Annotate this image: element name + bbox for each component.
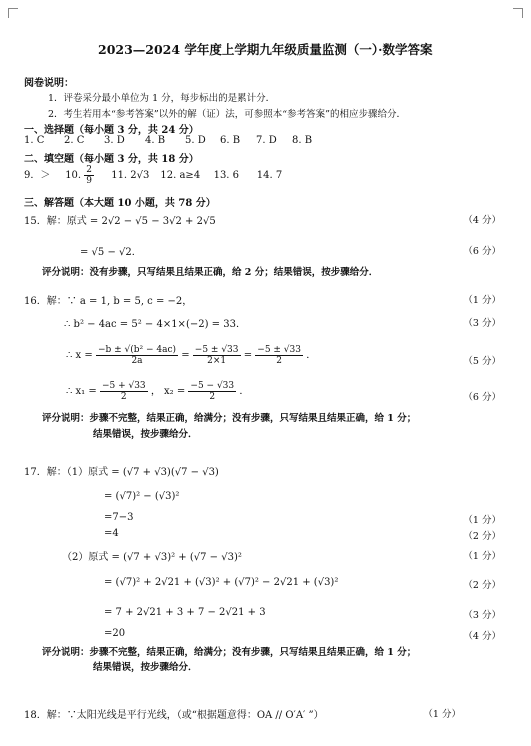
answer-12: 12. a≥4 [160, 170, 201, 181]
section2-answers [24, 165, 282, 186]
equals-sign: = [243, 350, 253, 361]
q16-result-fraction [255, 345, 303, 366]
q17-line-3: =7−3 [104, 512, 134, 523]
q17-score-5: （1 分） [463, 551, 501, 562]
q16-line-4-mid: ， x₂ = [150, 386, 186, 397]
q16-eval-note-2: 结果错误，按步骤给分． [93, 429, 198, 440]
fraction-denominator: 9 [86, 176, 93, 186]
q17-line-2: = (√7)² − (√3)² [104, 491, 180, 502]
answer-6: 6. B [220, 135, 241, 146]
q17-score-3: （1 分） [463, 515, 501, 526]
q16-x2-fraction [188, 381, 236, 402]
q16-line-4 [66, 381, 249, 402]
answer-2: 2. C [64, 135, 85, 146]
answer-13: 13. 6 [213, 170, 240, 181]
q16-line-4-prefix: ∴ x₁ = [66, 386, 97, 397]
q17-eval-note-1: 评分说明：步骤不完整，结果正确，给满分；没有步骤，只写结果且结果正确，给 1 分； [42, 647, 417, 658]
q17-score-6: （2 分） [463, 580, 501, 591]
q18-line-1: 18．解：∵太阳光线是平行光线，（或“根据题意得：OA // O′A′ ”） [24, 710, 324, 721]
q17-line-1: 17．解：（1）原式 = (√7 + √3)(√7 − √3) [24, 467, 219, 478]
q18-score-1: （1 分） [423, 709, 461, 720]
q17-line-6: = (√7)² + 2√21 + (√3)² + (√7)² − 2√21 + (√3)² [104, 577, 339, 588]
q17-score-8: （4 分） [463, 631, 501, 642]
corner-mark-top-left [8, 8, 18, 18]
fraction-numerator: 2 [86, 165, 93, 175]
q17-line-5: （2）原式 = (√7 + √3)² + (√7 − √3)² [62, 552, 242, 563]
q17-line-7: = 7 + 2√21 + 3 + 7 − 2√21 + 3 [104, 607, 266, 618]
answer-8: 8. B [292, 135, 313, 146]
q17-line-8: =20 [104, 628, 126, 639]
fraction-denominator: 2 [120, 392, 127, 402]
q16-score-2: （3 分） [463, 318, 501, 329]
section2-heading: 二、填空题（每小题 3 分，共 18 分） [24, 154, 199, 165]
answer-3: 3. D [104, 135, 125, 146]
answer-10-fraction [84, 165, 94, 186]
fraction-denominator: 2 [209, 392, 216, 402]
q16-substituted-fraction [193, 345, 241, 366]
section1-heading: 一、选择题（每小题 3 分，共 24 分） [24, 125, 199, 136]
q16-eval-note-1: 评分说明：步骤不完整，结果正确，给满分；没有步骤，只写结果且结果正确，给 1 分； [42, 413, 417, 424]
q15-line-2: = √5 − √2． [80, 247, 142, 258]
q16-line-2: ∴ b² − 4ac = 5² − 4×1×(−2) = 33． [64, 319, 246, 330]
fraction-numerator: −5 − √33 [190, 381, 235, 391]
q16-line-3 [66, 345, 316, 366]
q16-score-1: （1 分） [463, 295, 501, 306]
period: ． [239, 386, 250, 397]
fraction-numerator: −5 ± √33 [257, 345, 301, 355]
q16-line-1: 16．解：∵ a = 1, b = 5, c = −2， [24, 296, 193, 307]
note-1: 1．评卷采分最小单位为 1 分，每步标出的是累计分． [48, 93, 276, 104]
q16-formula-fraction [96, 345, 178, 366]
answer-14: 14. 7 [256, 170, 283, 181]
period: ． [306, 350, 317, 361]
q16-score-3: （5 分） [463, 356, 501, 367]
answer-7: 7. D [256, 135, 277, 146]
q15-score-2: （6 分） [463, 246, 501, 257]
fraction-denominator: 2 [276, 356, 282, 366]
section1-answers [24, 135, 312, 146]
answer-11: 11. 2√3 [111, 170, 150, 181]
page-title: 2023—2024 学年度上学期九年级质量监测（一）·数学答案 [98, 42, 433, 57]
fraction-numerator: −b ± √(b² − 4ac) [97, 345, 177, 355]
q16-score-4: （6 分） [463, 392, 501, 403]
fraction-numerator: −5 + √33 [101, 381, 146, 391]
answer-1: 1. C [24, 135, 45, 146]
fraction-denominator: 2×1 [207, 356, 227, 366]
q16-x1-fraction [100, 381, 148, 402]
notes-heading: 阅卷说明： [24, 78, 74, 89]
q15-score-1: （4 分） [463, 215, 501, 226]
corner-mark-top-right [513, 8, 523, 18]
answer-9: 9．＞ [24, 170, 51, 181]
answer-10: 10. [65, 170, 82, 181]
fraction-denominator: 2a [131, 356, 143, 366]
fraction-numerator: −5 ± √33 [194, 345, 239, 355]
q16-line-3-prefix: ∴ x = [66, 350, 93, 361]
answer-4: 4. B [145, 135, 166, 146]
equals-sign: = [181, 350, 190, 361]
q17-score-4: （2 分） [463, 531, 501, 542]
q17-eval-note-2: 结果错误，按步骤给分． [93, 662, 198, 673]
section3-heading: 三、解答题（本大题 10 小题，共 78 分） [24, 198, 216, 209]
note-2: 2．考生若用本“参考答案”以外的解（证）法，可参照本“参考答案”的相应步骤给分． [48, 109, 406, 120]
q17-score-7: （3 分） [463, 610, 501, 621]
q17-line-4: =4 [104, 528, 119, 539]
q15-eval-note: 评分说明：没有步骤，只写结果且结果正确，给 2 分；结果错误，按步骤给分． [42, 267, 379, 278]
answer-5: 5. D [185, 135, 206, 146]
q15-line-1: 15．解：原式 = 2√2 − √5 − 3√2 + 2√5 [24, 216, 216, 227]
